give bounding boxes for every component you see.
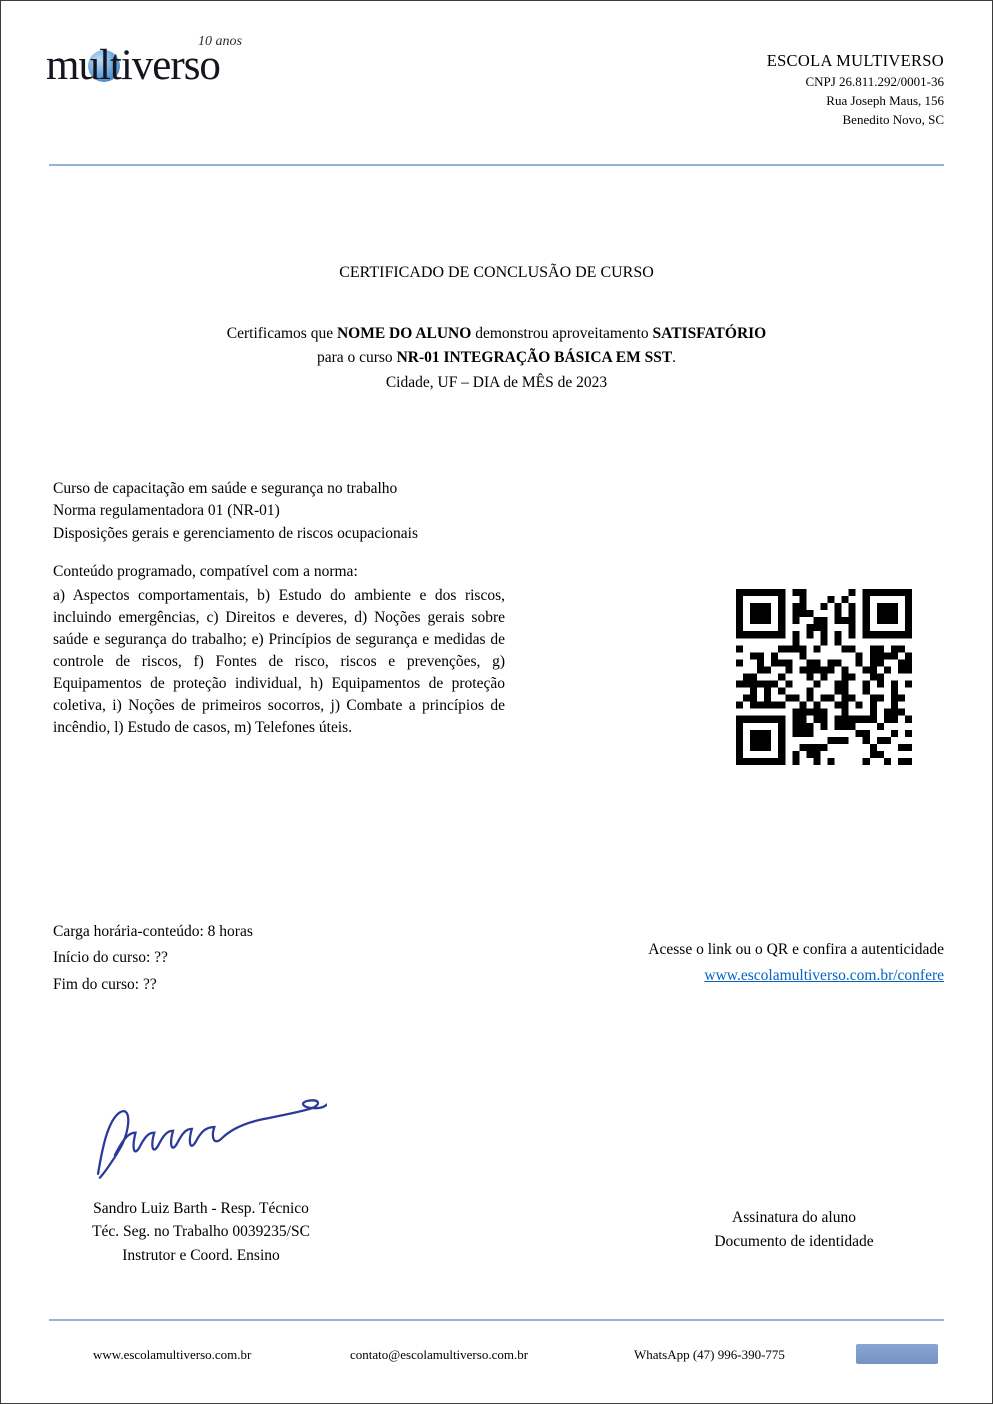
student-signature-label: Assinatura do aluno <box>732 1209 856 1226</box>
footer-website: www.escolamultiverso.com.br <box>93 1347 252 1362</box>
course-details-block <box>53 919 253 998</box>
school-cnpj: CNPJ 26.811.292/0001-36 <box>805 73 944 89</box>
course-info-line: Disposições gerais e gerenciamento de riscos ocupacionais <box>53 524 418 542</box>
certify-part4: . <box>672 348 677 366</box>
certify-part1: Certificamos que <box>226 324 337 342</box>
course-content-block <box>53 561 505 739</box>
course-info-block <box>53 478 418 545</box>
footer-blue-block <box>856 1344 938 1364</box>
certify-part2: demonstrou aproveitamento <box>471 324 653 342</box>
verification-block <box>648 937 944 990</box>
content-heading: Conteúdo programado, compatível com a norma: <box>53 563 358 580</box>
start-date-line: Início do curso: ?? <box>53 949 168 967</box>
student-name: NOME DO ALUNO <box>336 324 472 342</box>
school-name: ESCOLA MULTIVERSO <box>766 51 944 70</box>
course-info-line: Curso de capacitação em saúde e segurança no trabalho <box>53 480 398 497</box>
footer-divider <box>49 1319 944 1321</box>
school-info-block <box>767 49 944 129</box>
result-grade: SATISFATÓRIO <box>652 324 767 342</box>
student-signature-block <box>659 1206 929 1254</box>
header-divider <box>49 164 944 166</box>
logo-tagline: 10 anos <box>198 34 242 49</box>
footer-email: contato@escolamultiverso.com.br <box>350 1347 529 1362</box>
logo-brand-text: multiverso <box>46 42 220 89</box>
certify-part3: para o curso <box>316 348 397 366</box>
instructor-signature-block <box>56 1197 346 1267</box>
school-address: Rua Joseph Maus, 156 <box>826 92 944 108</box>
qr-code <box>736 589 912 765</box>
content-body: a) Aspectos comportamentais, b) Estudo do ambiente e dos riscos, incluindo emergências, c) Direitos e deveres, d) Noções gerais sobre saúde e segurança do trabalho; e) Princípios de segurança e medidas de controle de riscos, f) Fontes de risco, riscos e prevenções, g) Equipamentos de proteção individual, h) Equipamentos de proteção coletiva, i) Noções de primeiros socorros, j) Combate a princípios de incêndio, l) Estudo de casos, m) Telefones úteis. <box>53 587 505 736</box>
course-name: NR-01 INTEGRAÇÃO BÁSICA EM SST <box>396 348 673 366</box>
verification-text: Acesse o link ou o QR e confira a autenticidade <box>648 941 944 958</box>
verification-link[interactable]: www.escolamultiverso.com.br/confere <box>704 967 944 985</box>
footer-whatsapp: WhatsApp (47) 996-390-775 <box>634 1347 785 1362</box>
school-city: Benedito Novo, SC <box>842 111 944 127</box>
student-id-label: Documento de identidade <box>714 1233 874 1251</box>
end-date-line: Fim do curso: ?? <box>53 975 157 993</box>
certificate-title: CERTIFICADO DE CONCLUSÃO DE CURSO <box>339 264 654 281</box>
instructor-registration: Téc. Seg. no Trabalho 0039235/SC <box>92 1223 310 1241</box>
instructor-signature-scribble <box>83 1093 327 1191</box>
instructor-name: Sandro Luiz Barth - Resp. Técnico <box>93 1200 309 1217</box>
instructor-role: Instrutor e Coord. Ensino <box>122 1246 280 1264</box>
workload-line: Carga horária-conteúdo: 8 horas <box>53 923 253 940</box>
date-line: Cidade, UF – DIA de MÊS de 2023 <box>385 374 608 391</box>
course-info-line: Norma regulamentadora 01 (NR-01) <box>53 502 280 520</box>
school-logo <box>46 34 306 114</box>
certification-text <box>1 322 992 370</box>
